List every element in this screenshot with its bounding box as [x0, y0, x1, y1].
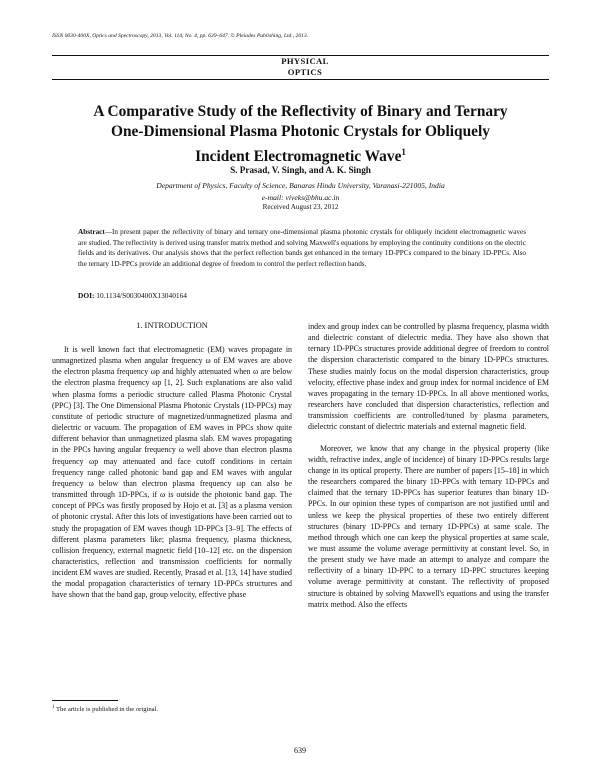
- abstract-label: Abstract: [78, 228, 105, 236]
- paragraph: Moreover, we know that any change in the physical property (like width, refractive index, angle of incidence) of binary 1D-PPCs results large change in its optical property. There are number of papers [15–18] in which the researchers compared the binary 1D-PPCs with ternary 1D-PPCs and claimed that the ternary 1D-PPCs has superior features than binary 1D-PPCs. In our opinion these types of comparison are not justified until and unless we keep the physical properties of these two entirely different structures (binary 1D-PPCs and ternary 1D-PPCs) at same scale. The method through which one can keep the physical properties at same scale, we must assume the volume average permittivity at constant level. So, in the present study we have made an attempt to analyze and compare the reflectivity of a binary 1D-PPC to a ternary 1D-PPC structures keeping volume average permittivity at constant. The reflectivity of proposed structure is obtained by solving Maxwell's equations and using the transfer matrix method. Also the effects: [308, 443, 549, 609]
- author-list: S. Prasad, V. Singh, and A. K. Singh: [230, 165, 371, 175]
- abstract-text: —In present paper the reflectivity of binary and ternary one-dimensional plasma photonic crystals for obliquely incident electromagnetic waves are studied. The reflectivity is derived using transfer matrix method and solving Maxwell's equations by employing the continuity conditions on the electric fields and its derivatives. Our analysis shows that the perfect reflection bands get enhanced in the ternary 1D-PPCs compared to the binary 1D-PPCs. Also the ternary 1D-PPCs provide an additional degree of freedom to control the perfect reflection bands.: [78, 228, 526, 268]
- section-label: [260, 56, 350, 77]
- received-date: Received August 23, 2012: [262, 203, 339, 211]
- author-email[interactable]: e-mail: viveks@bhu.ac.in: [261, 192, 340, 202]
- title-line-3-text: Incident Electromagnetic Wave: [195, 148, 402, 166]
- header-rule-top: [52, 55, 549, 56]
- footnote-text: The article is published in the original.: [56, 706, 159, 714]
- title-line-1: A Comparative Study of the Reflectivity of Binary and Ternary: [93, 103, 508, 120]
- footnote-rule: [52, 700, 118, 701]
- article-title: [52, 102, 549, 167]
- affiliation: [52, 180, 549, 203]
- affiliation-text: Department of Physics, Faculty of Science, Banaras Hindu University, Varanasi-221005, India: [156, 181, 445, 190]
- section-label-line2: OPTICS: [287, 66, 323, 77]
- paragraph: index and group index can be controlled by plasma frequency, plasma width and dielectric constant of dielectric media. They have also shown that ternary 1D-PPCs structures provide additional degree of freedom to control the dispersion characteristic compared to the binary 1D-PPCs structures. These studies mainly focus on the modal dispersion characteristics, group velocity, effective phase index and group index for normal incidence of EM waves propagating in the ternary 1D-PPCs. In all above mentioned works, researchers have concluded that dispersion characteristics, reflection and transmission coefficients are controlled/tuned by plasma parameters, dielectric constant of dielectric materials and external magnetic field.: [308, 322, 549, 432]
- right-column: [308, 321, 549, 610]
- section-label-line1: PHYSICAL: [281, 56, 329, 66]
- header-rule-bottom: [52, 79, 549, 80]
- journal-header: ISSN 0030-400X, Optics and Spectroscopy, 2013, Vol. 114, No. 4, pp. 639–647. © Pleiades Publishing, Ltd., 2013.: [52, 33, 309, 39]
- section-heading-introduction: 1. INTRODUCTION: [136, 321, 208, 330]
- title-line-2: One-Dimensional Plasma Photonic Crystals for Obliquely: [111, 123, 490, 140]
- title-footnote-mark[interactable]: 1: [401, 147, 406, 157]
- footnote: [52, 705, 158, 713]
- doi-label: DOI:: [78, 291, 95, 300]
- abstract: [78, 227, 526, 269]
- footnote-mark: 1: [52, 705, 55, 710]
- left-column: [52, 344, 292, 601]
- paragraph: It is well known fact that electromagnetic (EM) waves propagate in unmagnetized plasma when angular frequency ω of EM waves are above the electron plasma frequency ωp and highly attenuated when ω are below the electron plasma frequency ωp [1, 2]. Such explanations are also valid when plasma forms a periodic structure called Plasma Photonic Crystal (PPC) [3]. The One Dimensional Plasma Photonic Crystals (1D-PPCs) may constitute of periodic structure of magnetized/unmagnetized plasma and dielectric or vacuum. The propagation of EM waves in PPCs show quite different behavior than unmagnetized plasma slab. EM waves propagating in the PPCs having angular frequency ω well above than electron plasma frequency ωp may attenuated and face cutoff conditions in certain frequency range called photonic band gap and EM waves with angular frequency ω below than electron plasma frequency ωp can also be transmitted through 1D-PPCs, if ω is outside the photonic band gap. The concept of PPCs was firstly proposed by Hojo et at. [3] as a plasma version of photonic crystal. After this lots of investigations have been carried out to study the propagation of EM waves though 1D-PPCs [3–9]. The effects of different plasma parameters like; plasma frequency, plasma thickness, collision frequency, external magnetic field [10–12] etc. on the dispersion characteristics, reflection and transmission coefficients for normally incident EM waves are studied. Recently, Prasad et al. [13, 14] have studied the modal propagation characteristics of ternary 1D-PPCs structures and have shown that the band gap, group velocity, effective phase: [52, 345, 292, 600]
- doi: [78, 291, 187, 300]
- page-number: 639: [294, 746, 306, 755]
- doi-value[interactable]: 10.1134/S0030400X13040164: [96, 291, 187, 300]
- title-line-3: [52, 142, 549, 167]
